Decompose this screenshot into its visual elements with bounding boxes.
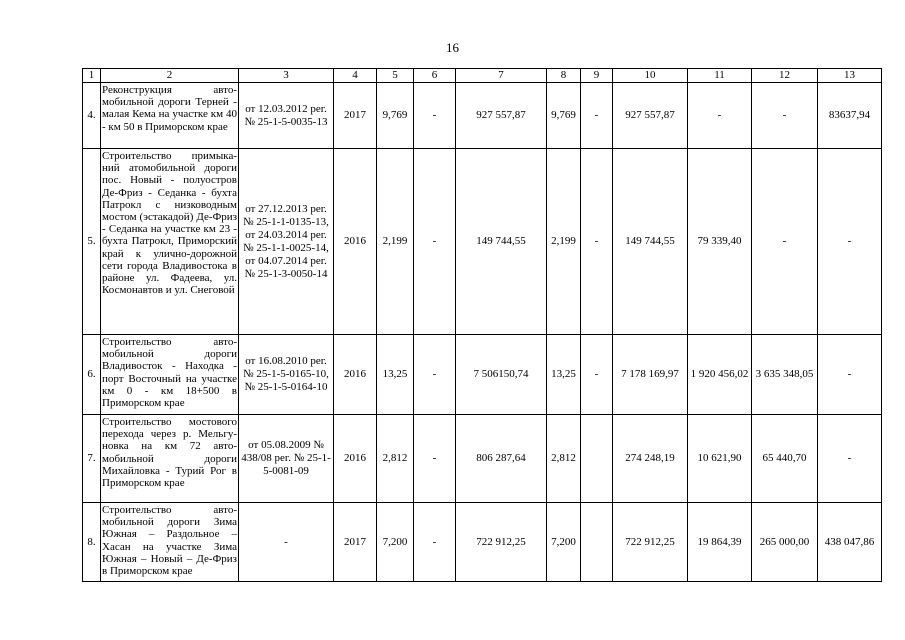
header-cell: 13 [818, 69, 882, 83]
table-row [83, 83, 882, 149]
cell-col12: 265 000,00 [752, 503, 818, 582]
row-number: 7. [83, 415, 101, 503]
header-cell: 11 [688, 69, 752, 83]
registration-info: от 12.03.2012 рег. № 25-1-5-0035-13 [239, 83, 334, 149]
page-number: 16 [446, 40, 459, 55]
table-row [83, 149, 882, 335]
cell-col9: - [581, 83, 613, 149]
cell-col8: 2,812 [547, 415, 581, 503]
cell-col12: - [752, 149, 818, 335]
header-cell: 6 [414, 69, 456, 83]
cell-col7: 7 506150,74 [456, 335, 547, 415]
table-row [83, 415, 882, 503]
cell-year: 2017 [334, 83, 377, 149]
cell-col12: 3 635 348,05 [752, 335, 818, 415]
object-name: Строительство авто-мобильной дороги Зима Южная – Раздольное – Хасан на участке Зима Южная – Новый – Де-Фриз в Приморском крае [101, 503, 239, 582]
cell-col6: - [414, 335, 456, 415]
cell-col9 [581, 415, 613, 503]
cell-col13: - [818, 415, 882, 503]
cell-col5: 2,199 [377, 149, 414, 335]
cell-col7: 927 557,87 [456, 83, 547, 149]
registration-info: от 16.08.2010 рег. № 25-1-5-0165-10, № 25-1-5-0164-10 [239, 335, 334, 415]
row-number: 5. [83, 149, 101, 335]
cell-col11: 19 864,39 [688, 503, 752, 582]
cell-col8: 2,199 [547, 149, 581, 335]
cell-col11: 1 920 456,02 [688, 335, 752, 415]
cell-col10: 722 912,25 [613, 503, 688, 582]
cell-col12: 65 440,70 [752, 415, 818, 503]
cell-col5: 9,769 [377, 83, 414, 149]
cell-col8: 7,200 [547, 503, 581, 582]
cell-col9: - [581, 149, 613, 335]
cell-col7: 722 912,25 [456, 503, 547, 582]
cell-col12: - [752, 83, 818, 149]
cell-col5: 13,25 [377, 335, 414, 415]
cell-col11: 10 621,90 [688, 415, 752, 503]
cell-col13: 438 047,86 [818, 503, 882, 582]
table-row [83, 335, 882, 415]
registration-info: от 27.12.2013 рег. № 25-1-1-0135-13, от 24.03.2014 рег. № 25-1-1-0025-14, от 04.07.2014 рег. № 25-1-3-0050-14 [239, 149, 334, 335]
cell-col9 [581, 503, 613, 582]
cell-col6: - [414, 415, 456, 503]
cell-col13: - [818, 149, 882, 335]
cell-year: 2017 [334, 503, 377, 582]
header-cell: 5 [377, 69, 414, 83]
cell-col13: 83637,94 [818, 83, 882, 149]
registration-info: - [239, 503, 334, 582]
cell-col6: - [414, 149, 456, 335]
object-name: Строительство авто-мобильной дороги Владивосток - Находка - порт Восточный на участке км 0 - км 18+500 в Приморском крае [101, 335, 239, 415]
header-cell: 12 [752, 69, 818, 83]
row-number: 4. [83, 83, 101, 149]
cell-col7: 149 744,55 [456, 149, 547, 335]
cell-col6: - [414, 83, 456, 149]
cell-col11: - [688, 83, 752, 149]
cell-col10: 927 557,87 [613, 83, 688, 149]
object-name: Реконструкция авто-мобильной дороги Терней - малая Кема на участке км 40 - км 50 в Приморском крае [101, 83, 239, 149]
cell-year: 2016 [334, 335, 377, 415]
cell-col13: - [818, 335, 882, 415]
table-row [83, 503, 882, 582]
data-table [82, 68, 882, 582]
object-name: Строительство мостового перехода через р. Мельгу-новка на км 72 авто-мобильной дороги Михайловка - Турий Рог в Приморском крае [101, 415, 239, 503]
header-cell: 2 [101, 69, 239, 83]
cell-col5: 2,812 [377, 415, 414, 503]
cell-year: 2016 [334, 415, 377, 503]
object-name: Строительство примыка-ний атомобильной дороги пос. Новый - полуостров Де-Фриз - Седанка - бухта Патрокл с низководным мостом (эстакадой) Де-Фриз - Седанка на участке км 23 - бухта Патрокл, Приморский край к улично-дорожной сети города Владивостока в районе ул. Фадеева, ул. Космонавтов и ул. Снеговой [101, 149, 239, 335]
header-row [83, 69, 882, 83]
cell-col5: 7,200 [377, 503, 414, 582]
header-cell: 10 [613, 69, 688, 83]
cell-col8: 9,769 [547, 83, 581, 149]
cell-col6: - [414, 503, 456, 582]
header-cell: 3 [239, 69, 334, 83]
row-number: 8. [83, 503, 101, 582]
cell-col11: 79 339,40 [688, 149, 752, 335]
cell-col8: 13,25 [547, 335, 581, 415]
header-cell: 9 [581, 69, 613, 83]
header-cell: 1 [83, 69, 101, 83]
cell-col10: 274 248,19 [613, 415, 688, 503]
cell-year: 2016 [334, 149, 377, 335]
cell-col9: - [581, 335, 613, 415]
header-cell: 8 [547, 69, 581, 83]
registration-info: от 05.08.2009 № 438/08 рег. № 25-1-5-0081-09 [239, 415, 334, 503]
cell-col10: 149 744,55 [613, 149, 688, 335]
header-cell: 7 [456, 69, 547, 83]
cell-col10: 7 178 169,97 [613, 335, 688, 415]
row-number: 6. [83, 335, 101, 415]
cell-col7: 806 287,64 [456, 415, 547, 503]
header-cell: 4 [334, 69, 377, 83]
